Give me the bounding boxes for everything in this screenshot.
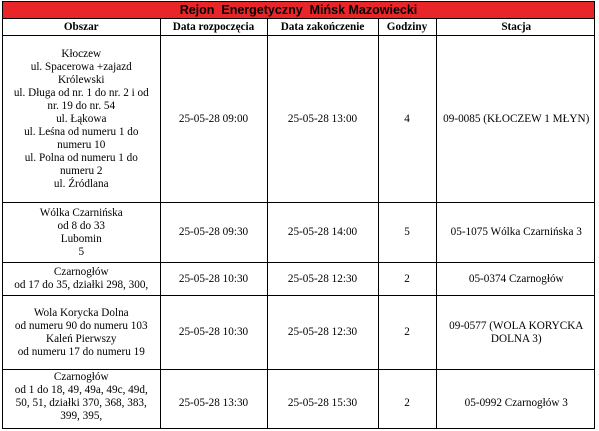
hours-cell: 5: [378, 203, 436, 263]
area-line: Królewski: [57, 73, 105, 86]
header-row: [3, 19, 595, 36]
hours-cell: 2: [378, 370, 436, 430]
hours-cell: 4: [378, 36, 436, 203]
header-hours: Godziny: [378, 19, 436, 36]
area-line: ul. Długa od nr. 1 do nr. 2 i od: [13, 86, 149, 99]
area-line: od 1 do 18, 49, 49a, 49c, 49d,: [14, 384, 148, 396]
area-line: Wólka Czarnińska: [39, 206, 123, 219]
end-date-cell: 25-05-28 15:30: [267, 370, 378, 430]
area-line: 50, 51, działki 370, 368, 383,: [15, 397, 147, 409]
area-line: Lubomin: [60, 232, 102, 245]
area-line: Kłoczew: [61, 47, 102, 60]
area-cell: [3, 296, 160, 370]
area-cell: [3, 203, 160, 263]
area-line: 5: [78, 245, 85, 258]
area-line: od numeru 90 do numeru 103: [14, 319, 148, 332]
area-line: nr. 19 do nr. 54: [47, 99, 116, 112]
station-cell: 05-0374 Czarnogłów: [436, 263, 595, 296]
area-line: ul. Leśna od numeru 1 do: [24, 125, 139, 138]
end-date-cell: 25-05-28 12:30: [267, 263, 378, 296]
outage-table-frame: [2, 1, 595, 429]
station-cell: 09-0577 (WOLA KORYCKA DOLNA 3): [436, 296, 595, 370]
table-row: [3, 36, 595, 203]
area-cell: [3, 263, 160, 296]
area-line: Czarnogłów: [53, 371, 109, 383]
end-date-cell: 25-05-28 12:30: [267, 296, 378, 370]
area-line: ul. Spacerowa +zajazd: [30, 60, 132, 73]
area-line: numeru 2: [59, 164, 103, 177]
area-line: ul. Źródlana: [53, 177, 109, 190]
start-date-cell: 25-05-28 09:30: [160, 203, 267, 263]
area-line: od 8 do 33: [57, 219, 106, 232]
table-title: Rejon Energetyczny Mińsk Mazowiecki: [3, 2, 594, 19]
start-date-cell: 25-05-28 10:30: [160, 296, 267, 370]
header-start-date: Data rozpoczęcia: [160, 19, 267, 36]
area-line: Kaleń Pierwszy: [45, 332, 117, 345]
area-line: 399, 395,: [60, 410, 103, 422]
hours-cell: 2: [378, 263, 436, 296]
header-station: Stacja: [436, 19, 595, 36]
table-row: [3, 370, 595, 430]
station-cell: 05-0992 Czarnogłów 3: [436, 370, 595, 430]
station-cell: 05-1075 Wólka Czarnińska 3: [436, 203, 595, 263]
hours-cell: 2: [378, 296, 436, 370]
area-line: od numeru 17 do numeru 19: [17, 345, 145, 358]
start-date-cell: 25-05-28 10:30: [160, 263, 267, 296]
header-area: Obszar: [3, 19, 160, 36]
area-line: ul. Łąkowa: [56, 112, 107, 125]
end-date-cell: 25-05-28 14:00: [267, 203, 378, 263]
table-row: [3, 203, 595, 263]
area-line: ul. Polna od numeru 1 do: [24, 151, 138, 164]
station-cell: 09-0085 (KŁOCZEW 1 MŁYN): [436, 36, 595, 203]
area-line: Czarnogłów: [53, 266, 109, 278]
header-end-date: Data zakończenie: [267, 19, 378, 36]
table-row: [3, 296, 595, 370]
area-line: numeru 10: [57, 138, 106, 151]
start-date-cell: 25-05-28 09:00: [160, 36, 267, 203]
end-date-cell: 25-05-28 13:00: [267, 36, 378, 203]
outage-table: [3, 19, 595, 429]
area-line: Wola Korycka Dolna: [33, 306, 129, 319]
area-cell: [3, 370, 160, 430]
start-date-cell: 25-05-28 13:30: [160, 370, 267, 430]
area-line: od 17 do 35, działki 298, 300,: [14, 279, 149, 291]
area-cell: [3, 36, 160, 203]
table-row: [3, 263, 595, 296]
